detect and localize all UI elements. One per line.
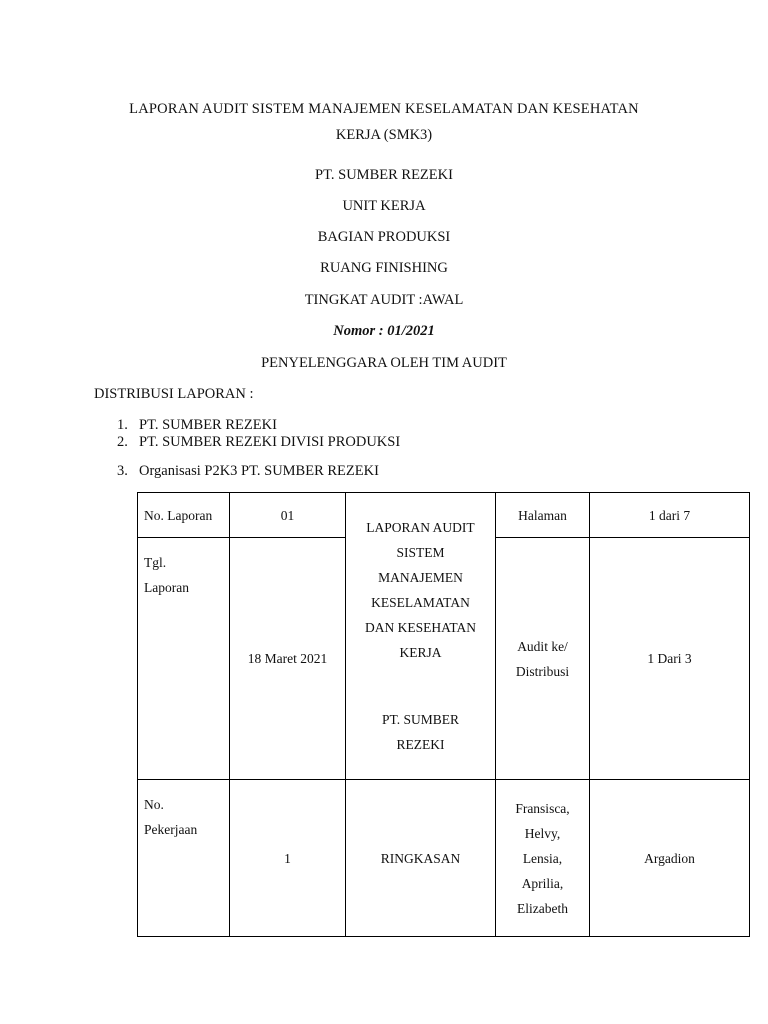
distribution-label: DISTRIBUSI LAPORAN :: [94, 386, 254, 402]
report-date-label: [138, 538, 230, 780]
company-name: PT. SUMBER REZEKI: [315, 167, 453, 183]
audit-title-line: LAPORAN AUDIT: [366, 520, 475, 535]
audit-company-line: REZEKI: [396, 737, 445, 752]
table-row: [138, 780, 750, 937]
auditor-name: Elizabeth: [517, 900, 568, 916]
auditor-name: Lensia,: [522, 850, 563, 866]
distribution-item-number: 1.: [117, 417, 128, 433]
room: RUANG FINISHING: [320, 260, 448, 276]
organizer: PENYELENGGARA OLEH TIM AUDIT: [261, 355, 507, 371]
lead-auditor-cell: Argadion: [590, 780, 750, 937]
audit-title-line: DAN KESEHATAN: [364, 620, 477, 635]
audit-title-cell: [346, 493, 496, 780]
report-title-line-2: KERJA (SMK3): [335, 127, 433, 143]
report-info-table: [137, 492, 750, 937]
report-number-label: No. Laporan: [138, 493, 230, 538]
page-value: 1 dari 7: [590, 493, 750, 538]
summary-cell: RINGKASAN: [346, 780, 496, 937]
audit-distribution-value: 1 Dari 3: [590, 538, 750, 780]
audit-distribution-label-line: Audit ke/: [517, 638, 568, 654]
auditor-name: Helvy,: [524, 825, 561, 841]
distribution-item-number: 3.: [117, 463, 128, 479]
auditor-name: Aprilia,: [521, 875, 564, 891]
audit-title-line: KERJA: [399, 645, 442, 660]
distribution-item-number: 2.: [117, 434, 128, 450]
auditors-cell: [496, 780, 590, 937]
audit-distribution-label: [496, 538, 590, 780]
report-date-label-line: Laporan: [144, 580, 189, 595]
report-title-line-1: LAPORAN AUDIT SISTEM MANAJEMEN KESELAMATAN DAN KESEHATAN: [129, 101, 639, 117]
report-date-label-line: Tgl.: [144, 555, 167, 570]
job-number-label: [138, 780, 230, 937]
audit-level: TINGKAT AUDIT :AWAL: [304, 292, 464, 308]
audit-company-line: PT. SUMBER: [381, 712, 460, 727]
report-number: Nomor : 01/2021: [333, 323, 435, 339]
department: BAGIAN PRODUKSI: [317, 229, 451, 245]
audit-title-line: SISTEM: [396, 545, 445, 560]
auditor-name: Fransisca,: [515, 800, 570, 816]
distribution-item: [117, 434, 400, 451]
distribution-item-text: Organisasi P2K3 PT. SUMBER REZEKI: [139, 463, 379, 479]
audit-title-line: KESELAMATAN: [371, 595, 470, 610]
table-row: [138, 493, 750, 538]
job-number-label-line: No.: [144, 797, 164, 812]
distribution-item: [117, 463, 379, 480]
audit-title-line: MANAJEMEN: [378, 570, 463, 585]
page-label: Halaman: [496, 493, 590, 538]
report-number-value: 01: [230, 493, 346, 538]
distribution-item: [117, 417, 277, 434]
distribution-item-text: PT. SUMBER REZEKI DIVISI PRODUKSI: [139, 434, 401, 450]
audit-distribution-label-line: Distribusi: [515, 663, 570, 679]
distribution-item-text: PT. SUMBER REZEKI: [139, 417, 277, 433]
job-number-value: 1: [230, 780, 346, 937]
audit-title: [352, 515, 489, 665]
job-number-label-line: Pekerjaan: [144, 822, 198, 837]
audit-company: [352, 707, 489, 757]
report-date-value: 18 Maret 2021: [230, 538, 346, 780]
work-unit: UNIT KERJA: [342, 198, 426, 214]
